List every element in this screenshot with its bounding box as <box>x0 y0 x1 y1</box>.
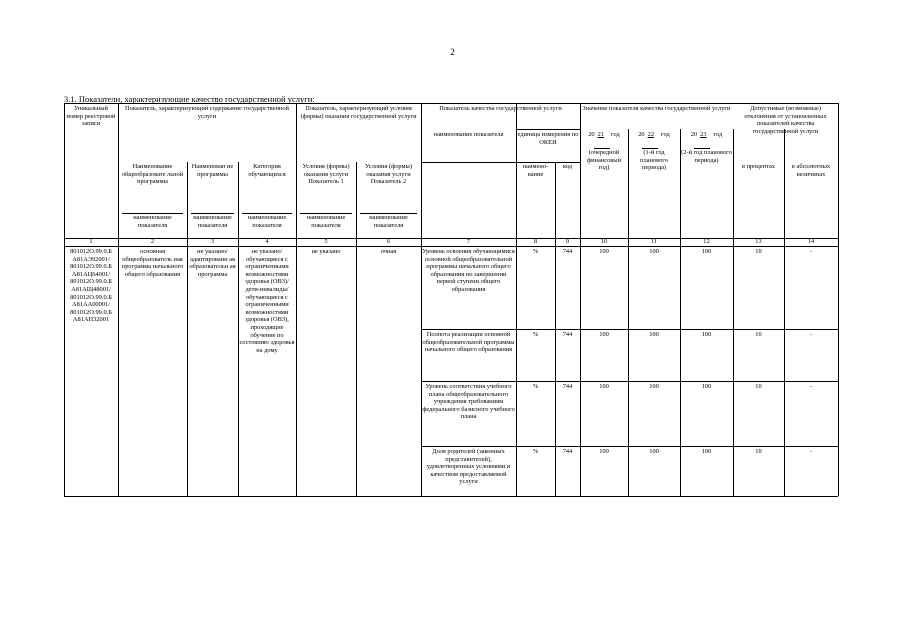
table-rule <box>628 129 629 496</box>
header-indicator-name: наименование показателя <box>193 214 232 229</box>
table-rule <box>296 103 297 496</box>
indicator-unit: % <box>532 248 539 255</box>
indicator-unit-code: 744 <box>562 448 573 455</box>
header-indicator-name: наименование показателя <box>133 214 172 229</box>
indicator-unit: % <box>532 331 539 338</box>
table-rule <box>187 162 188 496</box>
column-number: 14 <box>807 237 815 245</box>
header-year-note: (2-й год планового периода) <box>681 149 732 164</box>
indicator-deviation-abs: - <box>809 248 813 255</box>
table-rule <box>516 103 517 496</box>
table-rule <box>680 129 681 496</box>
column-number: 4 <box>265 237 269 245</box>
table-rule <box>64 103 838 104</box>
year-suffix: год <box>661 131 670 138</box>
condition-1: не указано <box>311 248 341 255</box>
indicator-value-2022: 100 <box>649 248 659 255</box>
column-number: 3 <box>210 237 215 245</box>
header-deviation: Допустимые (возможные) отклонения от установленных показателей качества государственной услуги <box>744 105 827 135</box>
indicator-unit-code: 744 <box>562 248 573 255</box>
column-number: 2 <box>150 237 155 245</box>
year-number: 23 <box>700 131 707 138</box>
header-deviation-pct: в процентах <box>741 163 775 170</box>
indicator-value-2021: 100 <box>599 248 609 255</box>
indicator-deviation-pct: 10 <box>755 248 762 255</box>
indicator-value-2023: 100 <box>701 383 712 390</box>
table-rule <box>421 329 838 330</box>
header-indicator-name: наименование показателя <box>306 214 346 229</box>
indicator-value-2022: 100 <box>649 448 659 455</box>
indicator-name: Уровень соответствия учебного плана общеобразовательного учреждения требованиям федерального базисного учебного плана <box>422 383 515 421</box>
year-number: 22 <box>647 131 655 138</box>
program-type: основная общеобразователь ная программа начального общего образования <box>121 248 184 278</box>
header-unit-code: код <box>562 163 573 170</box>
header-year-year2 <box>629 131 679 139</box>
program-name: не указано/ адаптированн ая образовательн ая программа <box>189 248 236 278</box>
table-rule <box>118 103 119 496</box>
indicator-unit-code: 744 <box>562 331 573 338</box>
column-number: 6 <box>386 237 391 245</box>
indicator-value-2021: 100 <box>599 383 609 390</box>
indicator-value-2022: 100 <box>649 383 659 390</box>
year-prefix: 20 <box>690 131 698 138</box>
indicator-name: Полнота реализации основной общеобразовательной программы начального общего образования <box>422 331 515 354</box>
header-indicator-name: наименование показателя <box>247 214 287 229</box>
table-rule <box>555 162 556 496</box>
header-condition-indicator: Показатель, характеризующий условия (формы) оказания государственной услуги <box>300 105 417 120</box>
indicator-value-2022: 100 <box>649 331 659 338</box>
header-deviation-abs: в абсолютных величинах <box>791 163 831 178</box>
table-rule <box>421 162 516 163</box>
indicator-value-2023: 100 <box>701 248 712 255</box>
year-prefix: 20 <box>588 131 595 138</box>
header-registry-number: Уникальный номер реестровой записи <box>66 105 116 128</box>
year-suffix: год <box>611 131 620 138</box>
indicator-deviation-pct: 10 <box>755 383 762 390</box>
column-number: 5 <box>324 237 328 245</box>
registry-number: 801012О.99.0.Б А81АЭ92001/ 801012О.99.0.Б А81АЦ64001/ 801012О.99.0.Б А81АЩ48001/ 801012О.99.0.Б А81АА00001/ 801012О.99.0.Б А81АП32001 <box>70 248 112 324</box>
indicator-deviation-pct: 10 <box>755 448 762 455</box>
header-quality-name: наименование показателя <box>433 131 504 138</box>
indicator-name: Уровень освоения обучающимися основной общеобразовательной программы начального общего образования по завершении первой ступени общего образования <box>422 248 515 293</box>
indicator-value-2021: 100 <box>599 331 609 338</box>
year-prefix: 20 <box>638 131 645 138</box>
column-number: 1 <box>89 237 93 245</box>
indicator-deviation-abs: - <box>809 448 813 455</box>
table-rule <box>64 246 838 247</box>
indicator-value-2023: 100 <box>701 448 712 455</box>
header-unit-name: наимено-вание <box>522 163 549 178</box>
header-unit: единица измерения по ОКЕИ <box>517 131 579 146</box>
table-rule <box>838 103 839 496</box>
header-year-year1 <box>581 131 627 139</box>
column-number: 8 <box>533 237 538 245</box>
indicator-value-2023: 100 <box>701 331 712 338</box>
column-number: 9 <box>565 237 570 245</box>
indicator-name: Доля родителей (законных представителей), удовлетворенных условиями и качеством предоставляемой услуги <box>426 448 511 486</box>
indicator-deviation-abs: - <box>809 383 813 390</box>
table-rule <box>421 103 422 496</box>
header-year-year3 <box>681 131 732 139</box>
header-program-name: Наименован ие программы <box>191 163 234 178</box>
table-rule <box>784 129 785 496</box>
student-category: не указано/ обучающиеся с ограниченными возможностями здоровья (ОВЗ)/ дети-инвалиды/ обучающиеся с ограниченными возможностями здоровья (ОВЗ), проходящие обучение по состоянию здоровья на дому <box>239 248 295 354</box>
table-rule <box>421 381 838 382</box>
condition-2: очная <box>380 248 397 255</box>
indicator-value-2021: 100 <box>599 448 609 455</box>
header-year-note: (очередной финансовый год) <box>586 149 621 172</box>
table-rule <box>64 496 838 497</box>
column-number: 11 <box>650 237 658 245</box>
column-number: 10 <box>600 237 608 245</box>
indicator-unit-code: 744 <box>562 383 573 390</box>
header-year-note: (1-й год планового периода) <box>640 149 668 172</box>
table-rule <box>516 129 580 130</box>
table-rule <box>733 129 734 496</box>
indicator-deviation-pct: 10 <box>755 331 762 338</box>
table-caption: 3.1. Показатели, характеризующие качество государственной услуги: <box>64 94 315 104</box>
header-indicator-name: наименование показателя <box>369 214 408 229</box>
column-number: 7 <box>466 237 471 245</box>
column-number: 13 <box>755 237 762 245</box>
table-rule <box>356 162 357 496</box>
header-program-type: Наименование общеобразовате льной программы <box>121 163 184 186</box>
header-quality-indicator: Показатель качества государственной услуги <box>439 105 562 112</box>
header-condition-2: Условия (формы) оказания услуги Показатель 2 <box>365 163 412 186</box>
header-condition-1: Условия (формы) оказания услуги Показатель 1 <box>302 163 350 186</box>
column-number: 12 <box>703 237 710 245</box>
page-number: 2 <box>450 47 455 57</box>
year-suffix: год <box>713 131 723 138</box>
table-rule <box>421 446 838 447</box>
indicator-deviation-abs: - <box>809 331 813 338</box>
header-content-indicator: Показатель, характеризующий содержание государственной услуги <box>125 105 289 120</box>
header-quality-value: Значение показателя качества государственной услуги <box>582 105 731 112</box>
year-number: 21 <box>597 131 605 138</box>
indicator-unit: % <box>532 383 539 390</box>
indicator-unit: % <box>532 448 539 455</box>
header-student-category: Категория обучающихся <box>248 163 286 178</box>
